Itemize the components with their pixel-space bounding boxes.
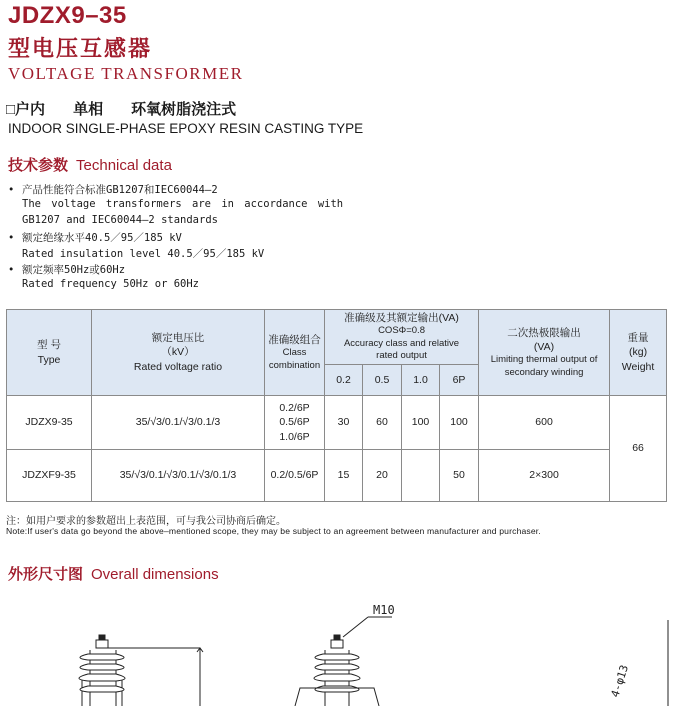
table-row [7,450,667,502]
cell-class [265,396,325,450]
spec-line [8,230,182,245]
type-cn-single-phase: 单相 [73,101,104,118]
header-ratio-cn: 额定电压比 [151,332,205,345]
header-class [265,310,325,396]
type-cn-indoor: □户内 [6,101,46,118]
cell-ratio: 35/√3/0.1/√3/0.1/√3/0.1/3 [92,450,265,502]
cell-thermal: 2×300 [479,450,610,502]
cell-output: 20 [363,450,402,502]
note-cn: 注：如用户要求的参数超出上表范围，可与我公司协商后确定。 [6,516,286,527]
cell-output: 30 [325,396,363,450]
cell-output: 100 [440,396,479,450]
header-weight [610,310,667,396]
spec-cn: 额定频率50Hz或60Hz [22,264,126,276]
cell-output: 50 [440,450,479,502]
accuracy-level: 0.5 [363,365,402,396]
class-line: 0.2/6P [279,402,310,415]
spec-line [8,182,218,197]
cell-output: 15 [325,450,363,502]
dimensions-heading-cn: 外形尺寸图 [8,566,84,583]
header-weight-cn: 重量 [627,332,649,345]
spec-table [6,309,667,502]
dimensions-heading-en: Overall dimensions [91,566,219,583]
overall-dimensions-heading [8,563,219,584]
header-thermal-unit: (VA) [533,340,555,353]
cell-output: 60 [363,396,402,450]
header-thermal-cn: 二次热极限输出 [507,326,581,339]
dimension-drawing [0,590,680,706]
bullet-icon: • [8,184,15,196]
holes-label: 4-φ13 [608,663,632,699]
spec-cn: 产品性能符合标准GB1207和IEC60044—2 [22,184,218,196]
front-view [79,635,203,706]
header-accuracy-en1: Accuracy class and relative [343,337,460,349]
header-accuracy-cos: COSΦ=0.8 [378,324,425,336]
cell-output [402,450,440,502]
cell-output: 100 [402,396,440,450]
cell-weight: 66 [610,396,667,502]
table-row [7,396,667,450]
spec-line: Rated frequency 50Hz or 60Hz [22,278,200,290]
header-class-cn: 准确级组合 [268,333,321,346]
technical-heading-cn: 技术参数 [8,157,69,174]
side-view [295,617,392,706]
bullet-icon: • [8,232,15,244]
cell-class: 0.2/0.5/6P [265,450,325,502]
spec-line: The voltage transformers are in accordance with [22,198,344,210]
cell-ratio: 35/√3/0.1/√3/0.1/3 [92,396,265,450]
header-ratio [92,310,265,396]
technical-data-heading [8,154,172,175]
product-title-cn: 型电压互感器 [8,36,153,61]
header-class-en2: combination [268,359,321,371]
header-class-en1: Class [282,346,307,358]
header-weight-en: Weight [621,360,655,373]
header-accuracy-cn: 准确级及其额定输出(VA) [344,311,459,324]
header-type-cn: 型 号 [37,339,61,352]
spec-line [8,262,125,277]
spec-line: Rated insulation level 40.5／95／185 kV [22,248,265,260]
thread-label: M10 [373,603,395,617]
header-accuracy [325,310,479,365]
note-en: Note:If user's data go beyond the above–mentioned scope, they may be subject to an agreement between manufacturer and purchaser. [6,526,541,536]
cell-type: JDZX9-35 [7,396,92,450]
model-title: JDZX9–35 [8,2,127,29]
product-title-en: VOLTAGE TRANSFORMER [8,64,244,83]
spec-cn: 额定绝缘水平40.5／95／185 kV [22,232,182,244]
header-type [7,310,92,396]
header-weight-unit: (kg) [629,346,648,359]
type-description-cn [6,98,264,119]
type-description-en: INDOOR SINGLE-PHASE EPOXY RESIN CASTING TYPE [8,121,364,136]
class-line: 0.5/6P [279,416,310,429]
header-ratio-unit: （kV） [161,346,195,359]
accuracy-level: 0.2 [325,365,363,396]
header-ratio-en: Rated voltage ratio [133,360,223,373]
accuracy-level: 6P [440,365,479,396]
spec-line: GB1207 and IEC60044—2 standards [22,214,218,226]
header-thermal [479,310,610,396]
header-thermal-en2: secondary winding [504,366,584,378]
accuracy-level: 1.0 [402,365,440,396]
class-line: 1.0/6P [279,430,310,443]
header-accuracy-en2: rated output [376,350,427,362]
header-thermal-en1: Limiting thermal output of [490,353,598,365]
bullet-icon: • [8,264,15,276]
type-cn-epoxy: 环氧树脂浇注式 [131,101,237,118]
cell-thermal: 600 [479,396,610,450]
cell-type: JDZXF9-35 [7,450,92,502]
header-type-en: Type [37,353,61,366]
technical-heading-en: Technical data [76,157,172,174]
